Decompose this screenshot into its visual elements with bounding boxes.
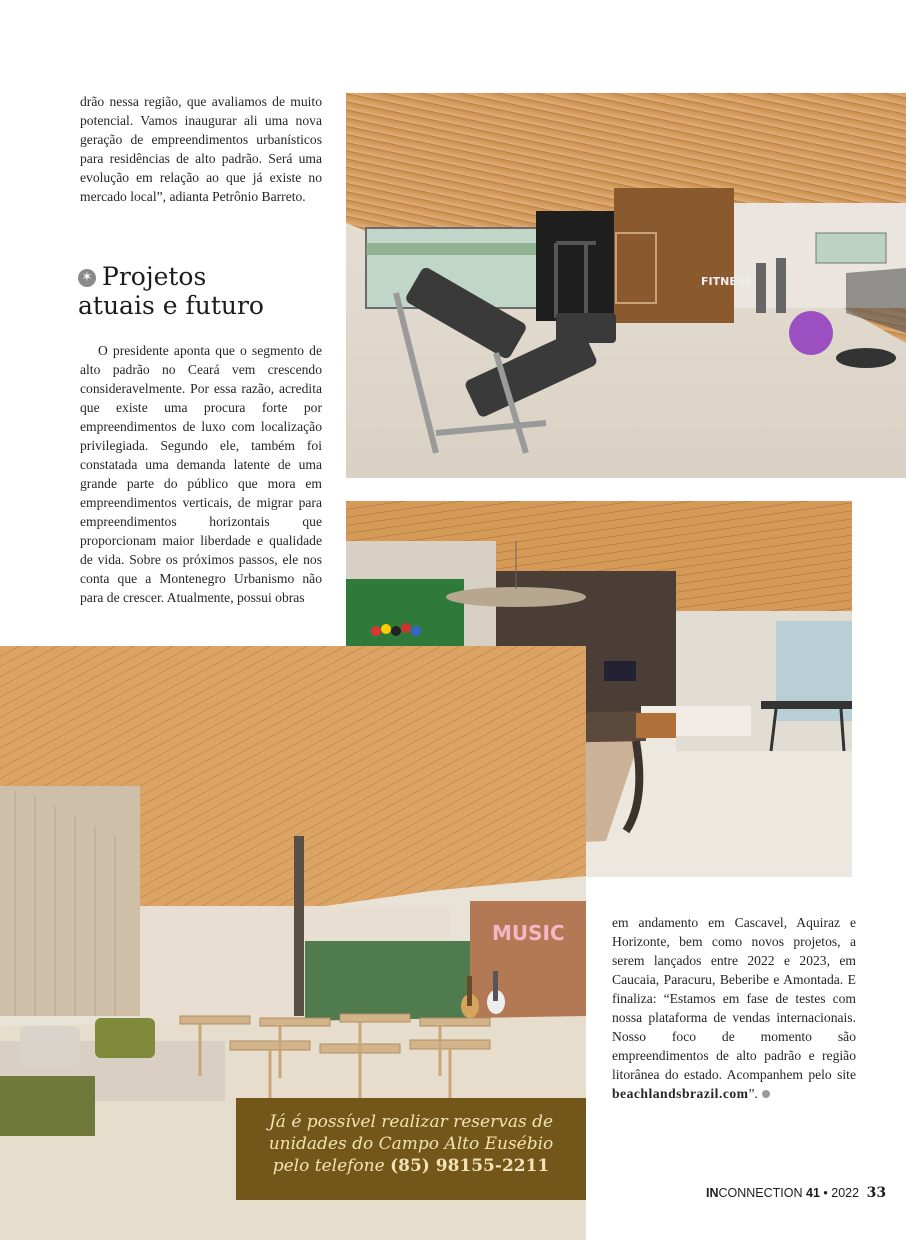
footer-separator: • (823, 1186, 828, 1200)
article-column-top (80, 92, 322, 206)
phone-number: (85) 98155-2211 (390, 1156, 550, 1176)
star-bullet-icon: ✶ (78, 269, 96, 287)
heading-line-2: atuais e futuro (78, 291, 264, 320)
heading-line-1: Projetos (102, 262, 207, 291)
end-mark-icon (762, 1090, 770, 1098)
music-sign: MUSIC (492, 921, 565, 945)
article-text-right: em andamento em Cascavel, Aquiraz e Horizonte, bem como novos projetos, a serem lançados entre 2022 e 2023, em Caucaia, Paracuru, Beberibe e Amontada. E finaliza: “Estamos em fase de testes com nossa plataforma de vendas internacionais. Nosso foco de momento são empreendimentos de alto padrão e região litorânea do estado. Acompanhem pelo site (612, 915, 856, 1082)
article-paragraph: O presidente aponta que o segmento de alto padrão no Ceará vem crescendo consideravelmente. Por essa razão, acredita que existe uma procura forte por empreendimentos de luxo com localização privilegiada. Segundo ele, também foi constatada uma demanda latente de uma grande parte do público que mora em empreendimentos verticais, de migrar para empreendimentos horizontais que proporcionam maior liberdade e qualidade de vida. Sobre os próximos passos, ele nos conta que a Montenegro Urbanismo não para de crescer. Atualmente, possui obras (80, 343, 322, 605)
issue-year: 2022 (831, 1186, 860, 1200)
section-heading (78, 262, 328, 320)
caption-line-3-prefix: pelo telefone (272, 1156, 391, 1176)
page-footer (706, 1185, 887, 1201)
fitness-sign: FITNESS (701, 275, 753, 288)
caption-line-3 (250, 1155, 572, 1177)
article-text-end: ”. (748, 1086, 758, 1101)
brand-prefix: IN (706, 1186, 719, 1200)
article-paragraph (612, 913, 856, 1103)
caption-line-1: Já é possível realizar reservas de (268, 1112, 554, 1132)
brand-name: CONNECTION (718, 1186, 803, 1200)
issue-number: 41 (806, 1186, 820, 1200)
reservation-caption-box (236, 1098, 586, 1200)
page-number: 33 (866, 1185, 887, 1201)
article-column-right (612, 913, 856, 1103)
gym-photo (346, 93, 906, 478)
caption-line-2: unidades do Campo Alto Eusébio (268, 1134, 554, 1154)
article-paragraph: drão nessa região, que avaliamos de muito potencial. Vamos inaugurar ali uma nova geração de empreendimentos urbanísticos para residências de alto padrão. Será uma evolução em relação ao que já existe no mercado local”, adianta Petrônio Barreto. (80, 94, 322, 204)
website-link[interactable]: beachlandsbrazil.com (612, 1086, 749, 1101)
article-column-middle (80, 341, 322, 607)
